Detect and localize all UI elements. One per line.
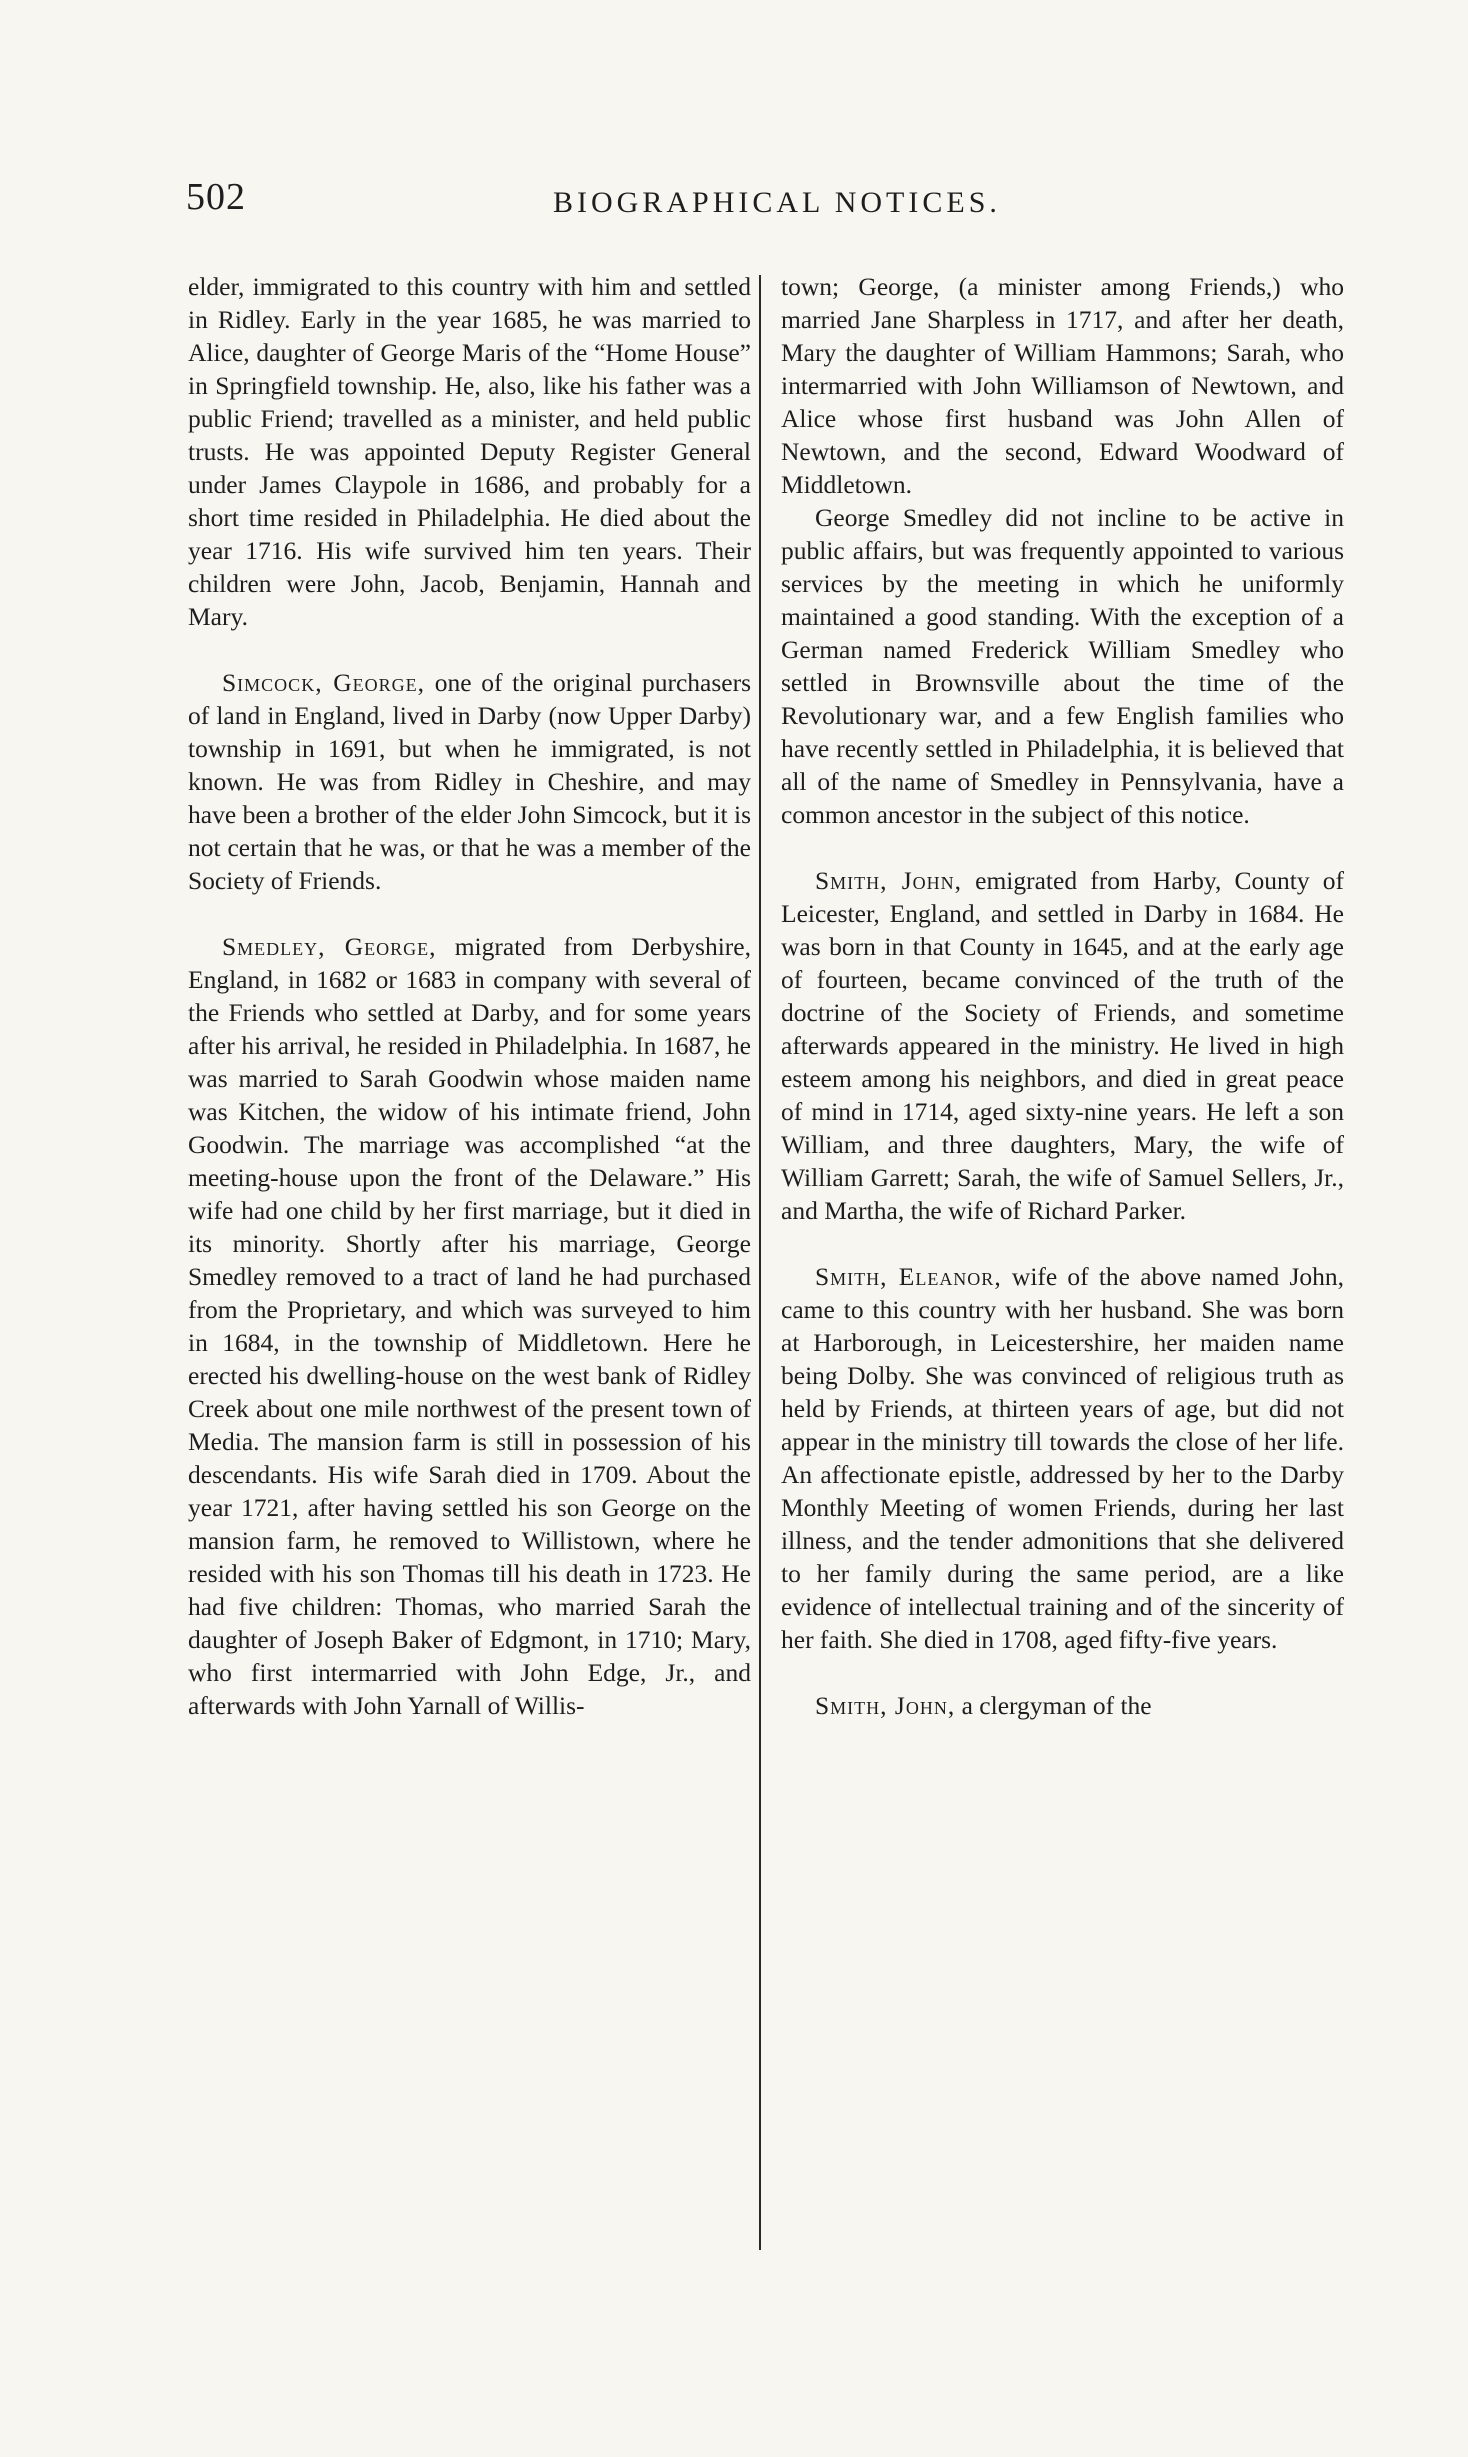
entry-body: one of the original purchasers of land in England, lived in Darby (now Upper Darby) township in 1691, but when he immigrated, is not known. He was from Ridley in Cheshire, and may have been a brother of the elder John Simcock, but it is not certain that he was, or that he was a member of the Society of Friends. bbox=[188, 668, 751, 895]
entry-body: migrated from Derbyshire, England, in 1682 or 1683 in company with several of the Friends who settled at Darby, and for some years after his arrival, he resided in Philadelphia. In 1687, he was married to Sarah Goodwin whose maiden name was Kitchen, the widow of his intimate friend, John Goodwin. The marriage was accomplished “at the meeting-house upon the front of the Delaware.” His wife had one child by her first marriage, but it died in its minority. Shortly after his marriage, George Smedley removed to a tract of land he had purchased from the Proprietary, and which was surveyed to him in 1684, in the township of Middletown. Here he erected his dwelling-house on the west bank of Ridley Creek about one mile northwest of the present town of Media. The mansion farm is still in possession of his descendants. His wife Sarah died in 1709. About the year 1721, after having settled his son George on the mansion farm, he removed to Willistown, where he resided with his son Thomas till his death in 1723. He had five children: Thomas, who married Sarah the daughter of Joseph Baker of Edgmont, in 1710; Mary, who first intermarried with John Edge, Jr., and afterwards with John Yarnall of Willis- bbox=[188, 932, 751, 1720]
entry-simcock-george bbox=[188, 666, 751, 897]
right-column bbox=[781, 270, 1344, 1722]
entry-heading: Smedley, George, bbox=[222, 932, 437, 961]
entry-heading: Smith, Eleanor, bbox=[815, 1262, 1002, 1291]
entry-smith-john bbox=[781, 864, 1344, 1227]
page-number: 502 bbox=[186, 176, 246, 218]
entry-heading: Simcock, George, bbox=[222, 668, 426, 697]
entry-body: wife of the above named John, came to this country with her husband. She was born at Harborough, in Leicestershire, her maiden name being Dolby. She was convinced of religious truth as held by Friends, at thirteen years of age, but did not appear in the ministry till towards the close of her life. An affectionate epistle, addressed by her to the Darby Monthly Meeting of women Friends, during her last illness, and the tender admonitions that she delivered to her family during the same period, are a like evidence of intellectual training and of the sincerity of her faith. She died in 1708, aged fifty-five years. bbox=[781, 1262, 1344, 1654]
running-head: BIOGRAPHICAL NOTICES. bbox=[553, 186, 1001, 219]
entry-heading: Smith, John, bbox=[815, 1691, 956, 1720]
paragraph-continued: elder, immigrated to this country with him and settled in Ridley. Early in the year 1685, he was married to Alice, daughter of George Maris of the “Home House” in Springfield township. He, also, like his father was a public Friend; travelled as a minister, and held public trusts. He was appointed Deputy Register General under James Claypole in 1686, and probably for a short time resided in Philadelphia. He died about the year 1716. His wife survived him ten years. Their children were John, Jacob, Benjamin, Hannah and Mary. bbox=[188, 272, 751, 631]
left-column bbox=[188, 270, 751, 1722]
entry-smith-john-clergyman bbox=[781, 1689, 1344, 1722]
column-divider bbox=[759, 275, 761, 2250]
entry-smedley-george bbox=[188, 930, 751, 1722]
entry-heading: Smith, John, bbox=[815, 866, 962, 895]
entry-body: a clergyman of the bbox=[955, 1691, 1152, 1720]
entry-smith-eleanor bbox=[781, 1260, 1344, 1656]
entry-body: emigrated from Harby, County of Leicester, England, and settled in Darby in 1684. He was born in that County in 1645, and at the early age of fourteen, became convinced of the truth of the doctrine of the Society of Friends, and sometime afterwards appeared in the ministry. He lived in high esteem among his neighbors, and died in great peace of mind in 1714, aged sixty-nine years. He left a son William, and three daughters, Mary, the wife of William Garrett; Sarah, the wife of Samuel Sellers, Jr., and Martha, the wife of Richard Parker. bbox=[781, 866, 1344, 1225]
paragraph: George Smedley did not incline to be active in public affairs, but was frequently appointed to various services by the meeting in which he uniformly maintained a good standing. With the exception of a German named Frederick William Smedley who settled in Brownsville about the time of the Revolutionary war, and a few English families who have recently settled in Philadelphia, it is believed that all of the name of Smedley in Pennsylvania, have a common ancestor in the subject of this notice. bbox=[781, 503, 1344, 829]
paragraph-continued: town; George, (a minister among Friends,) who married Jane Sharpless in 1717, and after her death, Mary the daughter of William Hammons; Sarah, who intermarried with John Williamson of Newtown, and Alice whose first husband was John Allen of Newtown, and the second, Edward Woodward of Middletown. bbox=[781, 272, 1344, 499]
